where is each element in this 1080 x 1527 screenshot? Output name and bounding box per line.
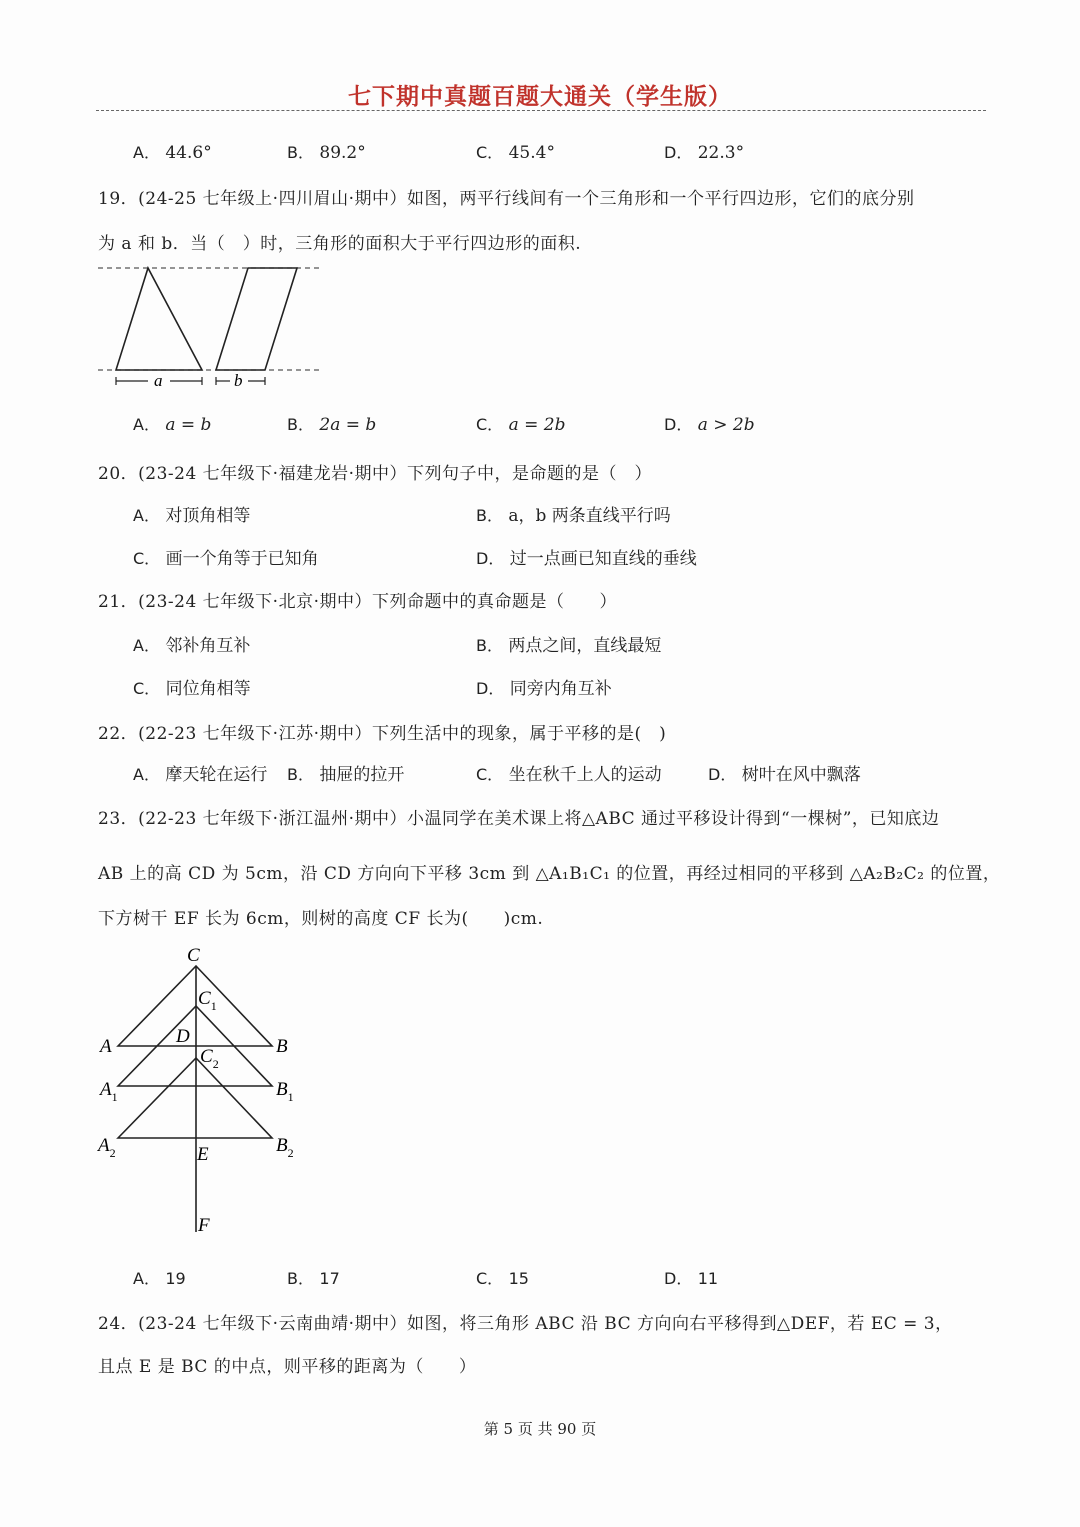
q22-option-a: A． 摩天轮在运行	[133, 765, 268, 785]
q20-option-b: B． a，b 两条直线平行吗	[476, 506, 671, 526]
label-a: A	[100, 1036, 112, 1057]
q19-option-b: B． 2a = b	[287, 415, 377, 435]
q23-stem-line1: 23．(22-23 七年级下·浙江温州·期中）小温同学在美术课上将△ABC 通过平移设计得到“一棵树”，已知底边	[98, 809, 940, 829]
q20-option-d: D． 过一点画已知直线的垂线	[476, 549, 697, 569]
page-number: 第 5 页 共 90 页	[483, 1420, 597, 1438]
label-c: C	[187, 945, 200, 966]
label-b: b	[234, 371, 243, 390]
q21-option-b: B． 两点之间，直线最短	[476, 636, 662, 656]
q22-option-b: B． 抽屉的拉开	[287, 765, 405, 785]
q20-stem: 20．(23-24 七年级下·福建龙岩·期中）下列句子中，是命题的是（ ）	[98, 464, 652, 484]
q23-option-b: B． 17	[287, 1269, 340, 1288]
q22-option-d: D． 树叶在风中飘落	[708, 765, 861, 785]
q23-option-a: A． 19	[133, 1269, 186, 1288]
label-b: B	[276, 1036, 288, 1057]
q21-option-a: A． 邻补角互补	[133, 636, 251, 656]
label-d: D	[176, 1026, 190, 1047]
triangle-a2b2c2	[118, 1058, 272, 1138]
q19-option-a: A． a = b	[133, 415, 212, 435]
q20-option-a: A． 对顶角相等	[133, 506, 251, 526]
q22-option-c: C． 坐在秋千上人的运动	[476, 765, 662, 785]
q18-option-d: D． 22.3°	[664, 143, 745, 163]
label-f: F	[198, 1215, 210, 1236]
q21-option-d: D． 同旁内角互补	[476, 679, 612, 699]
q21-stem: 21．(23-24 七年级下·北京·期中）下列命题中的真命题是（ ）	[98, 592, 617, 612]
q23-stem-line2: AB 上的高 CD 为 5cm，沿 CD 方向向下平移 3cm 到 △A₁B₁C₁ 的位置，再经过相同的平移到 △A₂B₂C₂ 的位置，	[98, 864, 1001, 884]
q19-option-c: C． a = 2b	[476, 415, 566, 435]
q23-option-d: D． 11	[664, 1269, 719, 1288]
q24-stem-line1: 24．(23-24 七年级下·云南曲靖·期中）如图，将三角形 ABC 沿 BC 方向向右平移得到△DEF，若 EC = 3，	[98, 1314, 953, 1334]
label-e: E	[197, 1144, 209, 1165]
q18-option-a: A． 44.6°	[133, 143, 212, 163]
label-c1: $C_1$	[198, 988, 217, 1013]
q18-option-b: B． 89.2°	[287, 143, 366, 163]
label-c2: $C_2$	[200, 1046, 219, 1071]
label-a: a	[154, 371, 163, 390]
q19-stem-line1: 19．(24-25 七年级上·四川眉山·期中）如图，两平行线间有一个三角形和一个平行四边形，它们的底分别	[98, 189, 915, 209]
q19-option-d: D． a > 2b	[664, 415, 755, 435]
q21-option-c: C． 同位角相等	[133, 679, 251, 699]
label-a1: $A_1$	[100, 1079, 118, 1104]
q23-option-c: C． 15	[476, 1269, 529, 1288]
q18-option-c: C． 45.4°	[476, 143, 555, 163]
label-b2: $B_2$	[276, 1135, 294, 1160]
label-b1: $B_1$	[276, 1079, 294, 1104]
q24-stem-line2: 且点 E 是 BC 的中点，则平移的距离为（ ）	[98, 1357, 477, 1377]
label-a2: $A_2$	[98, 1135, 116, 1160]
q22-stem: 22．(22-23 七年级下·江苏·期中）下列生活中的现象，属于平移的是( )	[98, 724, 667, 744]
q23-stem-line3: 下方树干 EF 长为 6cm，则树的高度 CF 长为( )cm.	[98, 909, 544, 929]
document-title: 七下期中真题百题大通关（学生版）	[348, 83, 732, 110]
q19-stem-line2: 为 a 和 b．当（ ）时，三角形的面积大于平行四边形的面积.	[98, 234, 582, 254]
q20-option-c: C． 画一个角等于已知角	[133, 549, 319, 569]
